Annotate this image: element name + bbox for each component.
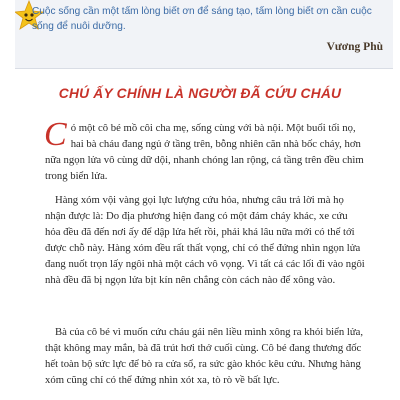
story-title: CHÚ ẤY CHÍNH LÀ NGƯỜI ĐÃ CỨU CHÁU bbox=[58, 86, 342, 101]
story-paragraph-1 bbox=[44, 116, 365, 184]
story-paragraph-3: Bà của cô bé vì muốn cứu cháu gái nên liều mình xông ra khỏi biển lửa, thật không may mắn, bà đã trút hơi thở cuối cùng. Cô bé đang thương đốc hết toàn bộ sức lực để bò ra cửa sổ, ra sức gào khóc kêu cứu. Nhưng hàng xóm cũng chỉ có thể đứng nhìn xót xa, tò rò về bất lực. bbox=[45, 326, 364, 386]
quote-text: Cuộc sống cần một tấm lòng biết ơn để sáng tạo, tấm lòng biết ơn cần cuộc sống để nuôi dưỡng. bbox=[32, 6, 372, 32]
story-paragraph-1-text: ó một cô bé mồ côi cha mẹ, sống cùng với bà nội. Một buổi tối nọ, hai bà cháu đang ngủ ở tầng trên, bỗng nhiên căn nhà bốc cháy, hơn nữa ngọn lửa vô cùng dữ dội, nhanh chóng lan rộng, cả tầng trên đều chìm trong biển lửa. bbox=[45, 122, 364, 182]
drop-cap: C bbox=[44, 116, 67, 153]
quote-author: Vương Phù bbox=[326, 41, 383, 53]
quote-box bbox=[15, 0, 393, 69]
story-paragraph-2: Hàng xóm vội vàng gọi lực lượng cứu hỏa, nhưng câu trả lời mà họ nhận được là: Do địa phương hiện đang có một đám cháy khác, xe cứu hỏa đều đã đến nơi ấy để dập lửa hết rồi, phải khá lâu nữa mới có thể tới được chỗ này. Hàng xóm đều rất thất vọng, chỉ có thể đứng nhìn ngọn lửa đang nuốt trọn lấy ngôi nhà một cách vô vọng. Vì tất cả các lối đi vào ngôi nhà đều đã bị ngọn lửa bịt kín nên chẳng còn cách nào để xông vào. bbox=[45, 194, 365, 286]
